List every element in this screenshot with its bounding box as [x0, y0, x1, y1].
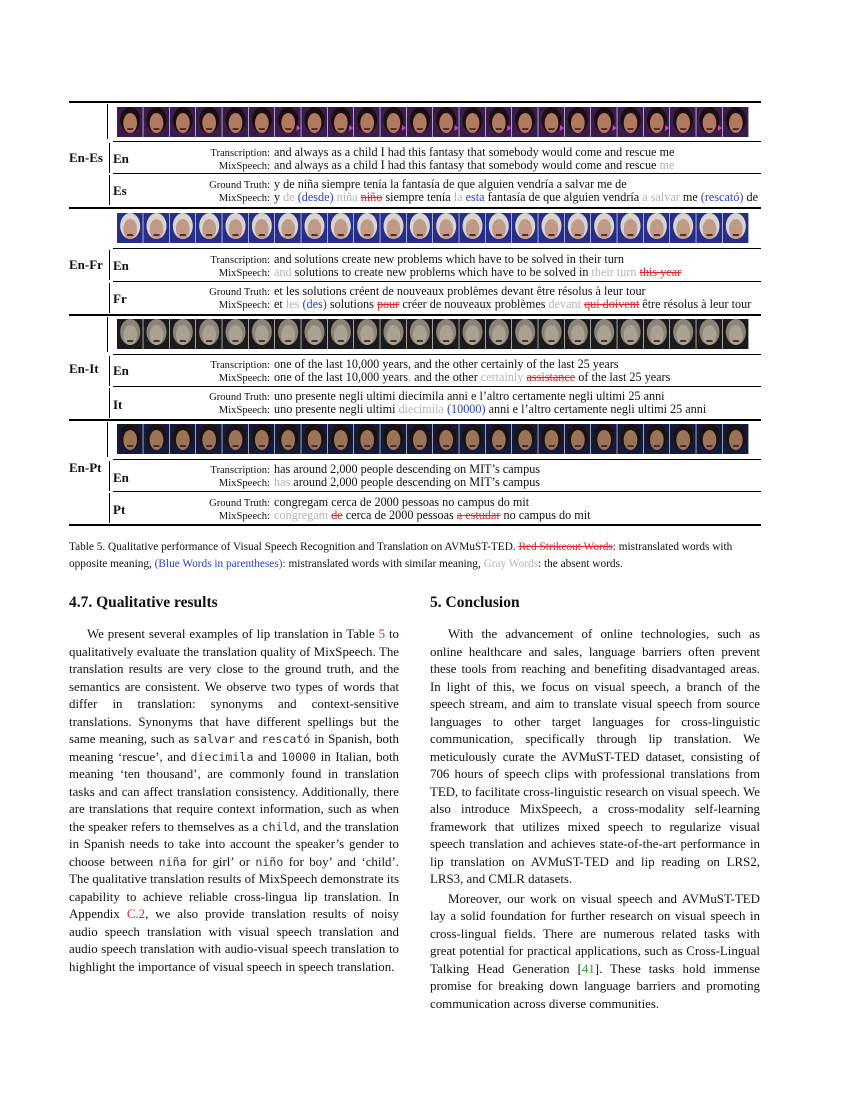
video-frame [591, 319, 617, 349]
red-word: pour [376, 297, 400, 311]
video-frame [170, 319, 196, 349]
video-frame [486, 107, 512, 137]
video-frame [644, 319, 670, 349]
row-rule [113, 248, 761, 249]
video-frame [222, 424, 248, 454]
red-word: de [331, 508, 343, 522]
transcription-text: and solutions create new problems which have to be solved in their turn [274, 252, 624, 266]
gray-word: certainly [480, 370, 524, 384]
video-frame [143, 319, 169, 349]
video-frame [696, 107, 722, 137]
target-lang: Pt [113, 502, 126, 517]
mono-word: niña [158, 854, 187, 869]
red-word: this year [639, 265, 682, 279]
video-frame [617, 319, 643, 349]
divider [107, 422, 108, 457]
divider [107, 317, 108, 352]
video-frame [644, 424, 670, 454]
video-frame [670, 319, 696, 349]
frames-strip [117, 319, 749, 349]
video-frame [407, 424, 433, 454]
text-run: one of the last 10,000 years [274, 370, 409, 384]
frames-strip [117, 213, 749, 243]
ground-truth-text: y de niña siempre tenía la fantasía de que alguien vendría a salvar me de [274, 177, 627, 191]
pair-label: En-It [69, 361, 99, 376]
video-frame [380, 107, 406, 137]
divider [109, 388, 110, 418]
video-frame [301, 107, 327, 137]
text-run: and [234, 732, 262, 746]
video-frame [723, 107, 749, 137]
source-lang: En [113, 470, 129, 485]
transcription-text: one of the last 10,000 years, and the other certainly of the last 25 years [274, 357, 619, 371]
text-run: , and the translation in Spanish needs to take into account the speaker’s gender to choose between [69, 819, 399, 869]
block-rule [69, 207, 761, 209]
video-frame [644, 107, 670, 137]
video-frame [617, 213, 643, 243]
text-run: no campus do mit [500, 508, 591, 522]
video-frame [249, 213, 275, 243]
mixspeech-text [274, 402, 706, 416]
video-frame [538, 319, 564, 349]
video-frame [538, 107, 564, 137]
text-run: solutions to create new problems which have to be solved in [291, 265, 592, 279]
video-frame [696, 319, 722, 349]
blue-word: esta [465, 190, 485, 204]
text-run: uno presente negli ultimi [274, 402, 399, 416]
video-frame [433, 107, 459, 137]
video-frame [170, 107, 196, 137]
gray-word: their turn [591, 265, 637, 279]
text-run: Moreover, our work on visual speech and AVMuST-TED lay a solid foundation for further research on visual speech in cross-lingual fields. There are numerous related tasks with great potential for practical applications, such as Cross-Lingual Talking Head Generation [ [430, 891, 760, 976]
target-lang: Fr [113, 291, 127, 306]
video-frame [433, 424, 459, 454]
video-frame [486, 319, 512, 349]
text-run: to qualitatively evaluate the translation quality of MixSpeech. The translation results are very close to the ground truth, and the semantics are consistent. We observe two types of words that differ in translation: synonyms and context-sensitive translations. Synonyms that have different spellings but the same meaning, such as [69, 627, 399, 746]
text-run: for boy’ and ‘child’. The qualitative translation results of MixSpeech demonstrate its capability to achieve reliable cross-lingua lip translation. In Appendix [69, 854, 399, 921]
divider [109, 356, 110, 386]
divider [109, 250, 110, 280]
divider [109, 283, 110, 313]
row-label: Transcription: [210, 465, 270, 476]
video-frame [565, 319, 591, 349]
text-run: ]. These tasks hold immense promise for breaking down language barriers and promoting communication across diverse communities. [430, 961, 760, 1011]
video-frame [670, 107, 696, 137]
row-label: MixSpeech: [218, 373, 270, 384]
row-rule [113, 491, 761, 492]
red-word: Red Strikeout Words [518, 541, 613, 553]
video-frame [407, 319, 433, 349]
text-run: anni e l’altro certamente negli ultimi 25 anni [485, 402, 707, 416]
row-label: Ground Truth: [209, 498, 270, 509]
source-lang: En [113, 151, 129, 166]
red-word: niño [360, 190, 383, 204]
text-run: : mistranslated words with similar meaning, [282, 558, 484, 570]
video-frame [117, 319, 143, 349]
video-frame [433, 213, 459, 243]
video-frame [538, 424, 564, 454]
transcription-text: has around 2,000 people descending on MIT’s campus [274, 462, 541, 476]
block-rule [69, 314, 761, 316]
video-frame [644, 213, 670, 243]
blue-word: (rescató) [700, 190, 744, 204]
video-frame [591, 107, 617, 137]
text-run: We present several examples of lip translation in Table [87, 627, 379, 641]
ref-word: 5 [378, 627, 386, 641]
video-frame [354, 319, 380, 349]
video-frame [459, 424, 485, 454]
video-frame [670, 424, 696, 454]
video-frame [275, 107, 301, 137]
video-frames-en-it [117, 319, 749, 349]
text-run: in Italian, both meaning ‘ten thousand’, are commonly found in translation tasks and can affect translation consistency. Additionally, there are translations that require context information, such as when the speaker refers to themselves as a [69, 749, 399, 834]
row-label: MixSpeech: [218, 511, 270, 522]
table-bottom-rule [69, 524, 761, 526]
cite-word: 41 [581, 961, 595, 976]
video-frame [459, 319, 485, 349]
row-label: MixSpeech: [218, 478, 270, 489]
target-lang: It [113, 397, 123, 412]
mixspeech-text [274, 475, 540, 489]
video-frame [170, 424, 196, 454]
divider [107, 104, 108, 139]
text-run: me [679, 190, 701, 204]
video-frame [512, 107, 538, 137]
mixspeech-row [133, 159, 674, 173]
transcription-text: and always as a child I had this fantasy that somebody would come and rescue me [274, 145, 675, 159]
video-frame [723, 319, 749, 349]
row-label: MixSpeech: [218, 268, 270, 279]
mono-word: niño [255, 854, 284, 869]
video-frame [512, 424, 538, 454]
table-top-rule [69, 101, 761, 103]
video-frame [696, 424, 722, 454]
blue-word: (Blue Words in parentheses) [154, 558, 283, 570]
text-run: siempre tenía [382, 190, 454, 204]
video-frame [143, 424, 169, 454]
video-frame [222, 319, 248, 349]
row-rule [113, 141, 761, 142]
paragraph [69, 626, 399, 976]
video-frame [196, 424, 222, 454]
row-label: Transcription: [210, 148, 270, 159]
mixspeech-row [133, 403, 706, 417]
video-frame [328, 319, 354, 349]
mixspeech-text [274, 370, 670, 384]
mixspeech-row [133, 476, 540, 490]
blue-word: (desde) [297, 190, 334, 204]
mixspeech-row [133, 298, 751, 312]
gray-word: diecimila [398, 402, 444, 416]
mono-word: salvar [193, 732, 235, 746]
mono-word: diecimila [190, 749, 254, 764]
text-run: et [274, 297, 286, 311]
gray-word: me [659, 158, 675, 172]
mixspeech-text [274, 190, 758, 204]
divider [109, 175, 110, 205]
blue-word: (des) [302, 297, 327, 311]
video-frame [301, 319, 327, 349]
mono-word: child [261, 819, 297, 834]
table-caption [69, 539, 761, 573]
red-word: qui doivent [584, 297, 640, 311]
section-conclusion [430, 594, 760, 1013]
gray-word: and [274, 265, 292, 279]
video-frame [565, 213, 591, 243]
video-frame [354, 107, 380, 137]
gray-word: congregam [274, 508, 329, 522]
video-frame [328, 107, 354, 137]
gray-word: , [408, 370, 412, 384]
paragraph [430, 891, 760, 1014]
video-frame [196, 213, 222, 243]
target-lang: Es [113, 183, 127, 198]
ground-truth-text: uno presente negli ultimi diecimila anni e l’altro certamente negli ultimi 25 anni [274, 389, 665, 403]
text-run: : the absent words. [538, 558, 623, 570]
row-label: Transcription: [210, 255, 270, 266]
text-run: and [253, 749, 282, 764]
pair-label: En-Pt [69, 460, 102, 475]
video-frame [670, 213, 696, 243]
gray-word: niña [336, 190, 358, 204]
text-run: Table 5. Qualitative performance of Visual Speech Recognition and Translation on AVMuST-TED. [69, 541, 519, 553]
text-run: fantasía de que alguien vendría [484, 190, 643, 204]
video-frame [249, 424, 275, 454]
video-frame [565, 107, 591, 137]
block-rule [69, 419, 761, 421]
mixspeech-text [274, 508, 590, 522]
text-run: of the last 25 years [575, 370, 671, 384]
mono-word: 10000 [281, 749, 317, 764]
video-frame [617, 424, 643, 454]
video-frame [328, 213, 354, 243]
red-word: a estudar [456, 508, 501, 522]
text-run: and always as a child I had this fantasy that somebody would come and rescue [274, 158, 660, 172]
text-run: de [743, 190, 758, 204]
mixspeech-row [133, 191, 758, 205]
video-frame [301, 213, 327, 243]
gray-word: devant [548, 297, 582, 311]
video-frame [117, 213, 143, 243]
text-run: for girl’ or [186, 854, 256, 869]
video-frame [486, 213, 512, 243]
video-frame [486, 424, 512, 454]
divider [109, 143, 110, 173]
divider [109, 461, 110, 491]
row-rule [113, 173, 761, 174]
mono-word: rescató [261, 732, 311, 746]
video-frame [512, 213, 538, 243]
text-run: créer de nouveaux problèmes [399, 297, 549, 311]
ground-truth-text: et les solutions créent de nouveaux problèmes devant être résolus à leur tour [274, 284, 646, 298]
text-run: , we also provide translation results of noisy audio speech translation with visual speech translation and audio speech translation with audio-visual speech translation to highlight the importance of visual speech in speech translation. [69, 907, 399, 974]
source-lang: En [113, 258, 129, 273]
text-run: around 2,000 people descending on MIT’s campus [290, 475, 541, 489]
row-label: MixSpeech: [218, 300, 270, 311]
row-label: Ground Truth: [209, 287, 270, 298]
gray-word: Gray Words [483, 558, 539, 570]
row-label: Ground Truth: [209, 392, 270, 403]
video-frame [723, 424, 749, 454]
row-label: Ground Truth: [209, 180, 270, 191]
text-run: and the other [411, 370, 481, 384]
blue-word: (10000) [446, 402, 486, 416]
video-frame [196, 319, 222, 349]
section-qualitative-results [69, 594, 399, 976]
text-run: solutions [326, 297, 377, 311]
row-label: MixSpeech: [218, 161, 270, 172]
pair-label: En-Fr [69, 257, 103, 272]
video-frame [249, 319, 275, 349]
video-frame [354, 424, 380, 454]
row-rule [113, 386, 761, 387]
video-frame [143, 107, 169, 137]
video-frame [354, 213, 380, 243]
ground-truth-text: congregam cerca de 2000 pessoas no campus do mit [274, 495, 530, 509]
video-frame [301, 424, 327, 454]
video-frame [696, 213, 722, 243]
video-frame [565, 424, 591, 454]
video-frame [538, 213, 564, 243]
row-label: MixSpeech: [218, 405, 270, 416]
video-frame [407, 213, 433, 243]
ref-word: C.2 [126, 907, 146, 921]
text-run: in Spanish, both meaning ‘rescue’, and [69, 732, 400, 764]
row-rule [113, 459, 761, 460]
video-frame [275, 213, 301, 243]
video-frame [143, 213, 169, 243]
gray-word: has [274, 475, 291, 489]
text-run: être résolus à leur tour [639, 297, 752, 311]
gray-word: a salvar [642, 190, 680, 204]
video-frame [380, 319, 406, 349]
frames-strip [117, 424, 749, 454]
section-heading: 5. Conclusion [430, 594, 520, 611]
video-frame [407, 107, 433, 137]
video-frame [328, 424, 354, 454]
text-run: cerca de 2000 pessoas [342, 508, 457, 522]
video-frame [222, 213, 248, 243]
mixspeech-text [274, 158, 674, 172]
source-lang: En [113, 363, 129, 378]
mixspeech-row [133, 371, 670, 385]
video-frame [512, 319, 538, 349]
video-frame [222, 107, 248, 137]
video-frame [380, 424, 406, 454]
video-frame [380, 213, 406, 243]
red-word: assistance [526, 370, 576, 384]
gray-word: la [453, 190, 463, 204]
mixspeech-text [274, 297, 751, 311]
video-frame [433, 319, 459, 349]
mixspeech-row [133, 509, 590, 523]
text-run: y [274, 190, 284, 204]
text-run: : mistranslated words with opposite meaning, [69, 541, 733, 570]
video-frame [591, 213, 617, 243]
video-frame [723, 213, 749, 243]
divider [109, 493, 110, 523]
mixspeech-row [133, 266, 681, 280]
row-rule [113, 354, 761, 355]
video-frames-en-fr [117, 213, 749, 243]
pair-label: En-Es [69, 150, 103, 165]
video-frame [117, 424, 143, 454]
row-rule [113, 281, 761, 282]
row-label: Transcription: [210, 360, 270, 371]
gray-word: les [285, 297, 300, 311]
video-frame [117, 107, 143, 137]
video-frame [591, 424, 617, 454]
mixspeech-text [274, 265, 681, 279]
frames-strip [117, 107, 749, 137]
gray-word: de [283, 190, 295, 204]
video-frame [170, 213, 196, 243]
video-frame [459, 107, 485, 137]
section-heading: 4.7. Qualitative results [69, 594, 218, 611]
text-run: With the advancement of online technologies, such as online healthcare and sales, language barriers often prevent these tools from reaching and benefiting disadvantaged areas. In light of this, we focus on visual speech, a branch of the speech stream, and aim to translate visual speech from source languages to other target languages for cross-linguistic communication, specifically through lip translation. We meticulously curate the AVMuST-TED dataset, consisting of 706 hours of speech clips with professional translations from TED, to facilitate cross-linguistic research on visual speech. We also introduce MixSpeech, a cross-modality self-learning framework that utilizes mixed speech to regularize visual speech translation and achieves state-of-the-art performance in lip translation on AVMuST-TED and lip reading on LRS2, LRS3, and CMLR datasets. [430, 627, 760, 886]
row-label: MixSpeech: [218, 193, 270, 204]
video-frames-en-es [117, 107, 749, 137]
video-frame [196, 107, 222, 137]
video-frame [249, 107, 275, 137]
video-frames-en-pt [117, 424, 749, 454]
video-frame [617, 107, 643, 137]
paragraph [430, 626, 760, 889]
video-frame [275, 319, 301, 349]
video-frame [275, 424, 301, 454]
video-frame [459, 213, 485, 243]
